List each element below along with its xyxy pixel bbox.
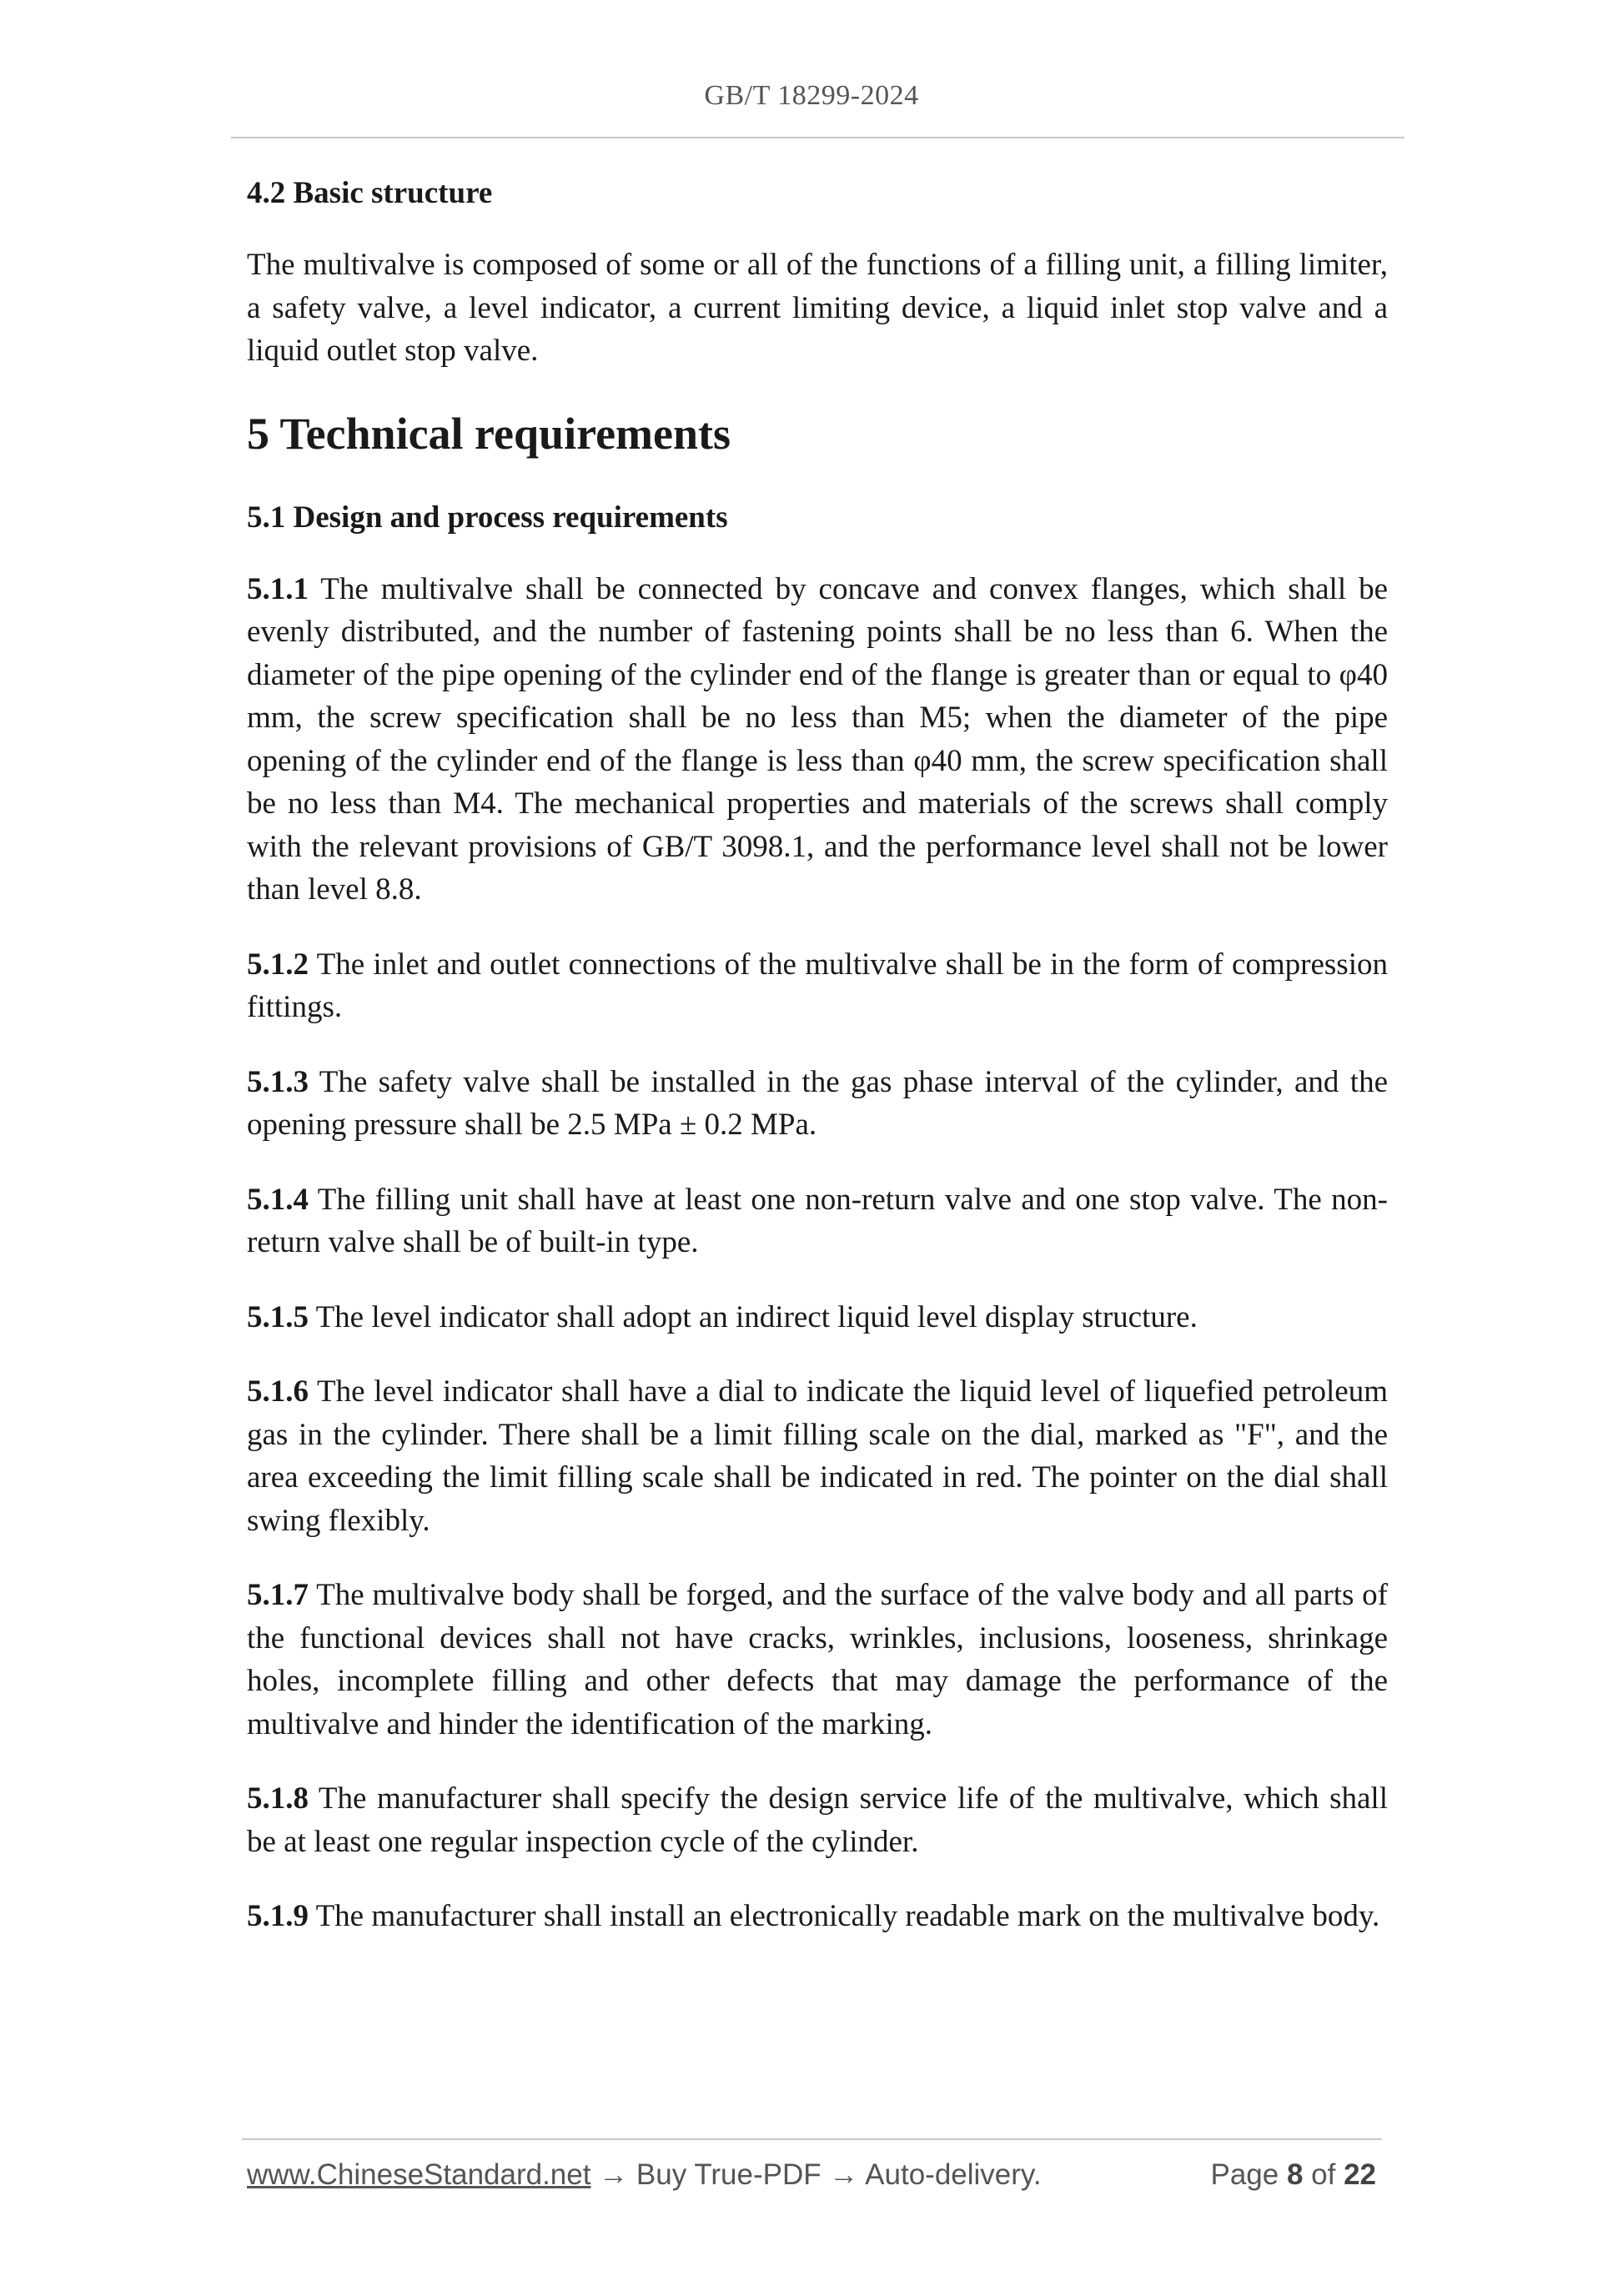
page-current: 8 [1286, 2158, 1304, 2191]
site-link[interactable]: www.ChineseStandard.net [247, 2158, 591, 2191]
section-4-2-heading: 4.2 Basic structure [247, 176, 493, 210]
clause-number: 5.1.5 [247, 1299, 309, 1334]
clause-text: The level indicator shall adopt an indirect liquid level display structure. [309, 1299, 1198, 1334]
clause-text: The safety valve shall be installed in the gas phase interval of the cylinder, and the opening pressure shall be 2.5 MPa ± 0.2 MPa. [247, 1064, 1388, 1142]
clause-text: The filling unit shall have at least one non-return valve and one stop valve. The non-return valve shall be of built-in type. [247, 1182, 1388, 1259]
running-header: GB/T 18299-2024 [704, 80, 919, 111]
clause-number: 5.1.8 [247, 1781, 309, 1816]
clause-5-1-1 [247, 568, 1388, 912]
clause-number: 5.1.4 [247, 1182, 309, 1217]
clause-5-1-3 [247, 1061, 1388, 1147]
header-divider [231, 137, 1404, 138]
clause-text: The manufacturer shall specify the design service life of the multivalve, which shall be at least one regular inspection cycle of the cylinder. [247, 1781, 1388, 1859]
clause-number: 5.1.3 [247, 1064, 309, 1099]
clause-number: 5.1.6 [247, 1374, 309, 1409]
page-body [247, 172, 1388, 1970]
clause-text: The manufacturer shall install an electronically readable mark on the multivalve body. [309, 1899, 1380, 1933]
clause-number: 5.1.7 [247, 1578, 309, 1612]
page-total: 22 [1344, 2158, 1376, 2191]
clause-5-1-4 [247, 1178, 1388, 1264]
clause-number: 5.1.2 [247, 947, 309, 982]
clause-text: The inlet and outlet connections of the multivalve shall be in the form of compression fittings. [247, 947, 1388, 1024]
clause-5-1-7 [247, 1574, 1388, 1746]
page-of-label: of [1303, 2158, 1344, 2191]
clause-5-1-9 [247, 1895, 1388, 1938]
clause-text: The multivalve shall be connected by concave and convex flanges, which shall be evenly distributed, and the number of fastening points shall be no less than 6. When the diameter of the pipe opening of the cylinder end of the flange is greater than or equal to φ40 mm, the screw specification shall be no less than M5; when the diameter of the pipe opening of the cylinder end of the flange is less than φ40 mm, the screw specification shall be no less than M4. The mechanical properties and materials of the screws shall comply with the relevant provisions of GB/T 3098.1, and the performance level shall not be lower than level 8.8. [247, 571, 1388, 907]
section-4-2-paragraph: The multivalve is composed of some or all of the functions of a filling unit, a filling limiter, a safety valve, a level indicator, a current limiting device, a liquid inlet stop valve and a liquid outlet stop valve. [247, 248, 1388, 368]
clause-number: 5.1.9 [247, 1899, 309, 1933]
section-5-1-heading: 5.1 Design and process requirements [247, 500, 728, 535]
clause-text: The level indicator shall have a dial to indicate the liquid level of liquefied petroleum gas in the cylinder. There shall be a limit filling scale on the dial, marked as "F", and the area exceeding the limit filling scale shall be indicated in red. The pointer on the dial shall swing flexibly. [247, 1374, 1388, 1538]
footer-promo [247, 2158, 1042, 2192]
promo-text: → Buy True-PDF → Auto-delivery. [590, 2158, 1042, 2191]
clause-text: The multivalve body shall be forged, and the surface of the valve body and all parts of the functional devices shall not have cracks, wrinkles, inclusions, looseness, shrinkage holes, incomplete filling and other defects that may damage the performance of the multivalve and hinder the identification of the marking. [247, 1578, 1388, 1741]
page-label: Page [1210, 2158, 1287, 2191]
footer-divider [242, 2138, 1382, 2140]
clause-5-1-6 [247, 1370, 1388, 1542]
clause-5-1-5 [247, 1296, 1388, 1339]
page-indicator [1210, 2158, 1376, 2192]
clause-5-1-2 [247, 943, 1388, 1029]
page-footer [247, 2158, 1381, 2202]
section-5-heading: 5 Technical requirements [247, 408, 731, 459]
clause-5-1-8 [247, 1777, 1388, 1863]
clause-number: 5.1.1 [247, 571, 309, 606]
